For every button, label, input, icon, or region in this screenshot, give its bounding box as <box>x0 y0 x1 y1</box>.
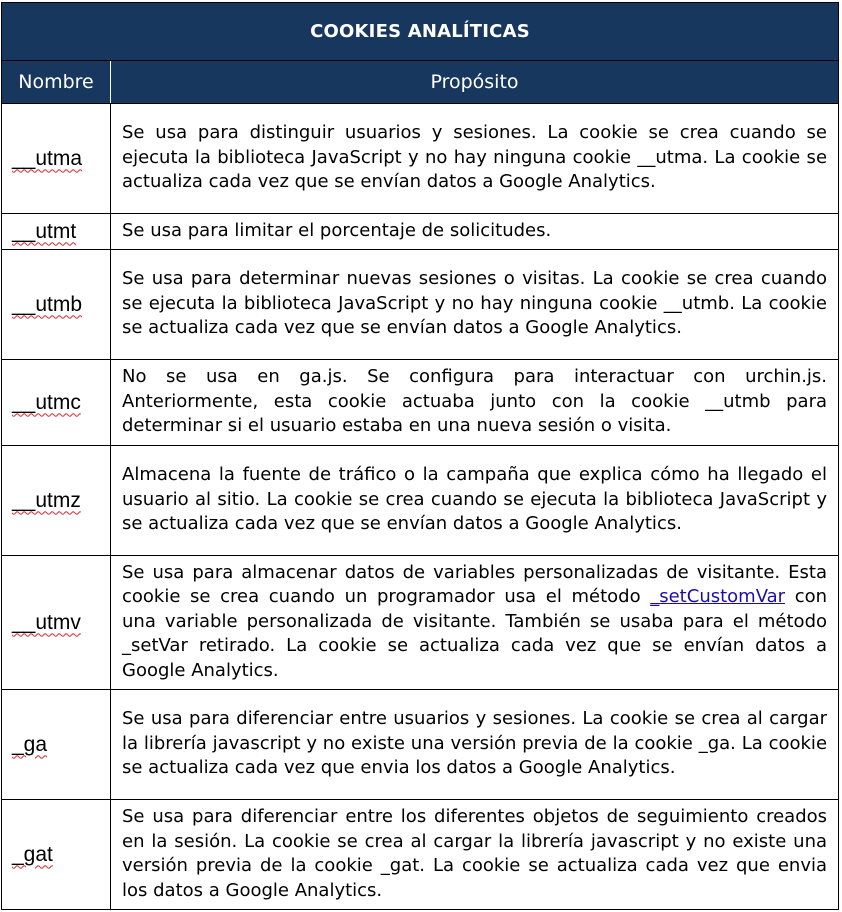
table-row <box>2 214 839 250</box>
table-row <box>2 360 839 446</box>
cookie-purpose: Se usa para limitar el porcentaje de solicitudes. <box>111 214 839 250</box>
table-title-row <box>2 3 839 61</box>
cookie-name: _ga <box>12 732 48 756</box>
cookie-purpose <box>111 556 839 690</box>
cookie-name-cell <box>2 800 111 910</box>
cookie-name-cell <box>2 446 111 556</box>
column-header-name: Nombre <box>2 61 111 104</box>
cookie-name: __utmc <box>12 390 81 414</box>
cookie-name: _gat <box>12 842 53 866</box>
setcustomvar-link[interactable]: _setCustomVar <box>650 586 786 608</box>
table-row <box>2 250 839 360</box>
table-row <box>2 446 839 556</box>
column-header-purpose: Propósito <box>111 61 839 104</box>
cookie-purpose: Almacena la fuente de tráfico o la campaña que explica cómo ha llegado el usuario al sitio. La cookie se crea cuando se ejecuta la biblioteca JavaScript y se actualiza cada vez que se envían datos a Google Analytics. <box>111 446 839 556</box>
cookie-purpose: Se usa para diferenciar entre usuarios y sesiones. La cookie se crea al cargar la librería javascript y no existe una versión previa de la cookie _ga. La cookie se actualiza cada vez que envia los datos a Google Analytics. <box>111 690 839 800</box>
table-title: COOKIES ANALÍTICAS <box>2 3 839 61</box>
cookie-name: __utmb <box>12 292 83 316</box>
cookie-purpose: No se usa en ga.js. Se configura para interactuar con urchin.js. Anteriormente, esta cookie actuaba junto con la cookie __utmb para determinar si el usuario estaba en una nueva sesión o visita. <box>111 360 839 446</box>
table-row <box>2 104 839 214</box>
table-row <box>2 800 839 910</box>
table-header-row <box>2 61 839 104</box>
cookie-purpose-text: Se usa para almacenar datos de variables personalizadas de visitante. Esta cookie se crea cuando un programador usa el método <box>122 561 828 608</box>
table-row <box>2 556 839 690</box>
cookie-name-cell <box>2 250 111 360</box>
cookie-purpose: Se usa para determinar nuevas sesiones o visitas. La cookie se crea cuando se ejecuta la biblioteca JavaScript y no hay ninguna cookie __utmb. La cookie se actualiza cada vez que se envían datos a Google Analytics. <box>111 250 839 360</box>
cookie-name-cell <box>2 214 111 250</box>
cookie-purpose: Se usa para distinguir usuarios y sesiones. La cookie se crea cuando se ejecuta la biblioteca JavaScript y no hay ninguna cookie __utma. La cookie se actualiza cada vez que se envían datos a Google Analytics. <box>111 104 839 214</box>
cookie-name: __utmz <box>12 488 81 512</box>
cookie-name-cell <box>2 360 111 446</box>
cookies-table <box>1 2 839 910</box>
cookie-name-cell <box>2 104 111 214</box>
cookie-name-cell <box>2 556 111 690</box>
cookie-purpose-text: con una variable personalizada de visitante. También se usaba para el método _setVar retirado. La cookie se actualiza cada vez que se envían datos a Google Analytics. <box>122 586 828 681</box>
table-row <box>2 690 839 800</box>
cookie-name: __utma <box>12 146 83 170</box>
cookie-name: __utmv <box>12 610 81 634</box>
cookie-name: __utmt <box>12 219 77 243</box>
cookie-name-cell <box>2 690 111 800</box>
cookie-purpose: Se usa para diferenciar entre los diferentes objetos de seguimiento creados en la sesión. La cookie se crea al cargar la librería javascript y no existe una versión previa de la cookie _gat. La cookie se actualiza cada vez que envia los datos a Google Analytics. <box>111 800 839 910</box>
